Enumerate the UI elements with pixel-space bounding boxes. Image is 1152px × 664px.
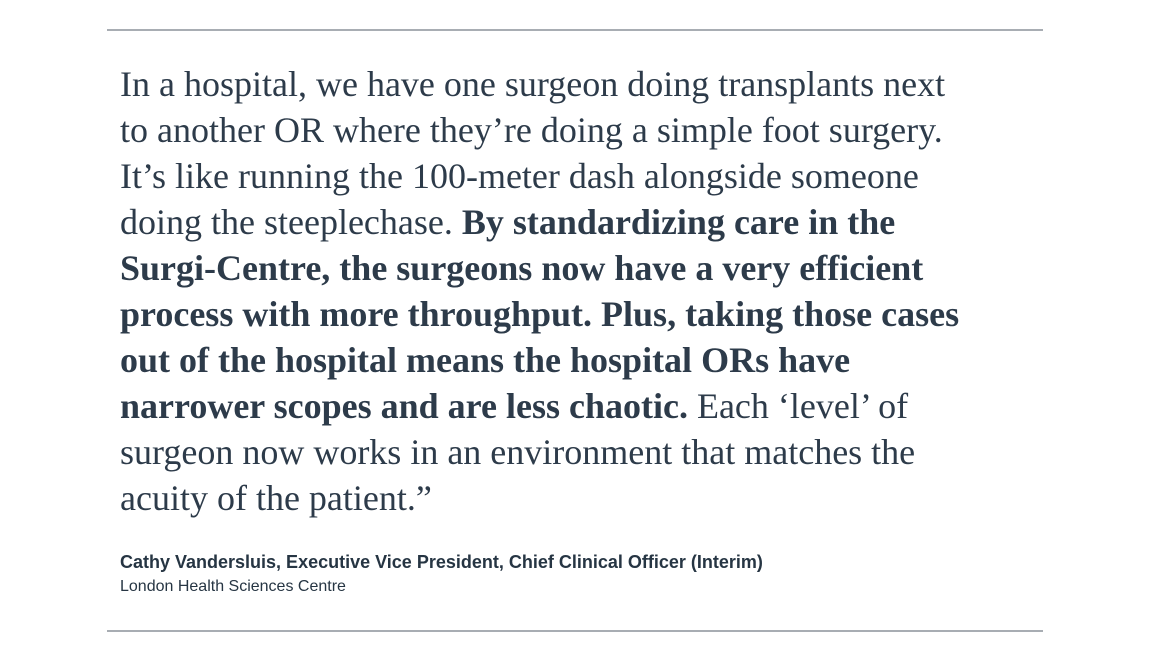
quote-text-segment-bold: narrower scopes and are less chaotic. — [120, 386, 688, 426]
quote-text-segment-bold: out of the hospital means the hospital ORs have — [120, 340, 851, 380]
quote-text — [120, 61, 1043, 521]
quote-line — [120, 475, 1043, 521]
attribution — [120, 551, 1043, 597]
quote-text-segment-bold: Surgi-Centre, the surgeons now have a very efficient — [120, 248, 924, 288]
pull-quote-block — [107, 0, 1043, 632]
quote-text-segment: acuity of the patient.” — [120, 478, 432, 518]
quote-line — [120, 107, 1043, 153]
quote-text-segment-bold: By standardizing care in the — [461, 202, 896, 242]
quote-line — [120, 153, 1043, 199]
quote-line — [120, 383, 1043, 429]
quote-text-segment: In a hospital, we have one surgeon doing transplants next — [120, 64, 946, 104]
quote-text-segment: doing the steeplechase. — [120, 202, 462, 242]
quote-text-segment: Each ‘level’ of — [687, 386, 909, 426]
quote-text-segment: to another OR where they’re doing a simple foot surgery. — [120, 110, 943, 150]
quote-text-segment: It’s like running the 100-meter dash alongside someone — [120, 156, 919, 196]
bottom-divider-rule — [107, 630, 1043, 632]
attribution-organization: London Health Sciences Centre — [120, 578, 346, 595]
quote-line — [120, 337, 1043, 383]
top-divider-rule — [107, 29, 1043, 31]
quote-line — [120, 429, 1043, 475]
quote-text-segment: surgeon now works in an environment that matches the — [120, 432, 916, 472]
bottom-divider-wrap — [107, 630, 1043, 632]
quote-line — [120, 199, 1043, 245]
quote-text-segment-bold: process with more throughput. Plus, taking those cases — [120, 294, 960, 334]
quote-line — [120, 245, 1043, 291]
quote-line — [120, 291, 1043, 337]
attribution-name-title: Cathy Vandersluis, Executive Vice President, Chief Clinical Officer (Interim) — [120, 552, 763, 572]
quote-line — [120, 61, 1043, 107]
